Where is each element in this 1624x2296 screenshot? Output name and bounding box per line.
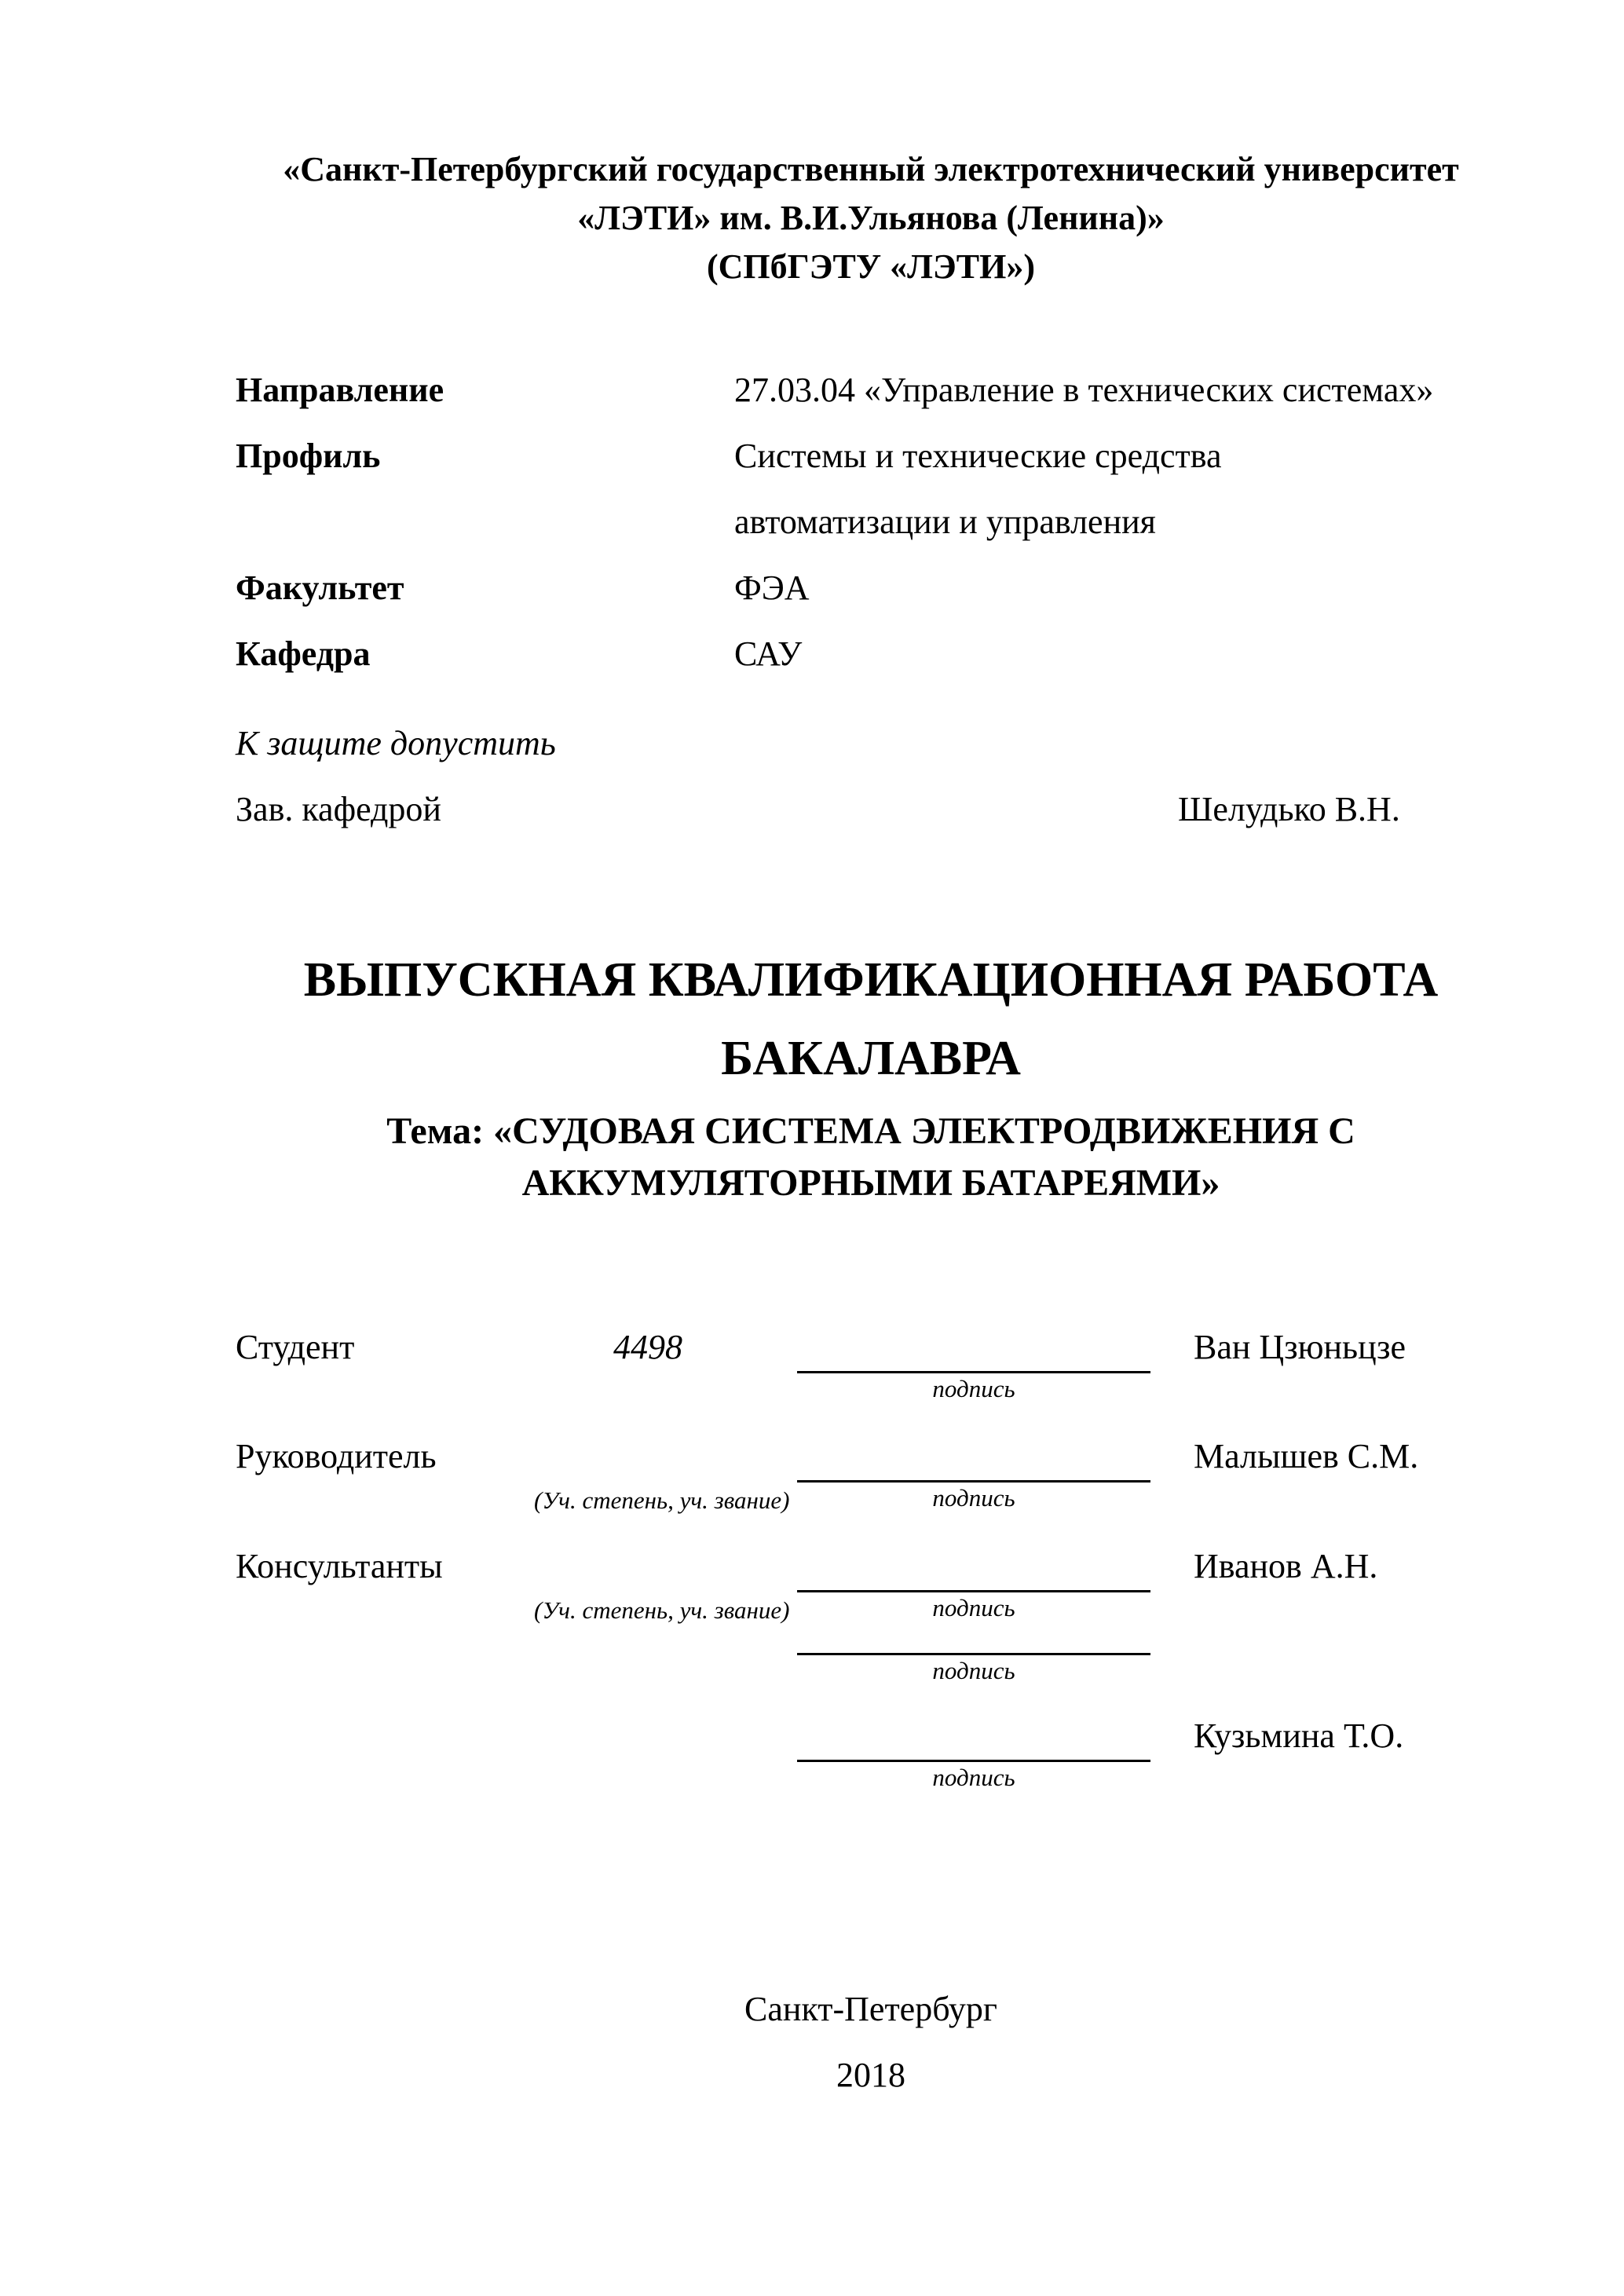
signer-role-label: Консультанты <box>236 1547 443 1585</box>
thesis-title-line1: ВЫПУСКНАЯ КВАЛИФИКАЦИОННАЯ РАБОТА <box>303 953 1439 1007</box>
signer-name: Кузьмина Т.О. <box>1194 1717 1404 1755</box>
department-head-row <box>236 777 1506 843</box>
signer-name: Иванов А.Н. <box>1194 1547 1378 1585</box>
degree-caption: (Уч. степень, уч. звание) <box>534 1486 790 1514</box>
university-header <box>236 145 1506 291</box>
field-row-faculty <box>236 555 1506 621</box>
field-label: Факультет <box>236 569 404 607</box>
department-head-label: Зав. кафедрой <box>236 790 441 828</box>
signature-caption: подпись <box>932 1764 1015 1791</box>
signature-cell <box>797 1327 1150 1405</box>
field-label <box>236 489 734 555</box>
field-row-profile <box>236 423 1506 489</box>
university-name-line3: (СПбГЭТУ «ЛЭТИ») <box>707 247 1035 286</box>
signature-caption: подпись <box>932 1484 1015 1512</box>
signature-caption: подпись <box>932 1657 1015 1684</box>
signature-line <box>797 1436 1150 1483</box>
university-name-line1: «Санкт-Петербургский государственный электротехнический университет <box>283 150 1459 188</box>
signer-name: Ван Цзюньцзе <box>1194 1328 1406 1366</box>
department-head-name: Шелудько В.Н. <box>1178 790 1400 828</box>
field-value: автоматизации и управления <box>734 503 1156 541</box>
signer-role-label: Руководитель <box>236 1437 437 1475</box>
field-row-department <box>236 621 1506 687</box>
thesis-title-line2: БАКАЛАВРА <box>721 1032 1021 1085</box>
field-value: САУ <box>734 634 803 673</box>
signature-row-consultant-3 <box>236 1716 1506 1793</box>
admission-note: К защите допустить <box>236 724 556 762</box>
signature-cell <box>797 1716 1150 1793</box>
footer <box>236 1976 1506 2108</box>
signature-row-consultant-2 <box>236 1653 1506 1687</box>
signature-caption: подпись <box>932 1375 1015 1402</box>
field-value: Системы и технические средства <box>734 437 1222 475</box>
field-row-profile-cont <box>236 489 1506 555</box>
degree-caption: (Уч. степень, уч. звание) <box>534 1596 790 1624</box>
field-label: Кафедра <box>236 634 371 673</box>
field-label: Направление <box>236 371 444 409</box>
thesis-theme-line1: Тема: «СУДОВАЯ СИСТЕМА ЭЛЕКТРОДВИЖЕНИЯ С <box>386 1110 1355 1152</box>
field-row-direction <box>236 357 1506 423</box>
thesis-theme <box>236 1106 1506 1209</box>
signer-role-label: Студент <box>236 1328 355 1366</box>
field-value: 27.03.04 «Управление в технических системах» <box>734 371 1434 409</box>
university-name-line2: «ЛЭТИ» им. В.И.Ульянова (Ленина)» <box>577 199 1165 237</box>
signer-name: Малышев С.М. <box>1194 1437 1419 1475</box>
signature-cell <box>797 1653 1150 1687</box>
signature-caption: подпись <box>932 1594 1015 1621</box>
admission-block <box>236 711 1506 843</box>
signature-row-student <box>236 1327 1506 1405</box>
signature-cell <box>797 1546 1150 1624</box>
signature-cell <box>797 1436 1150 1514</box>
program-fields <box>236 357 1506 687</box>
signature-line <box>797 1327 1150 1373</box>
field-value: ФЭА <box>734 569 810 607</box>
signature-row-supervisor <box>236 1436 1506 1515</box>
year: 2018 <box>836 2056 905 2094</box>
signature-line <box>797 1716 1150 1762</box>
signature-block <box>236 1327 1506 1793</box>
thesis-theme-line2: АККУМУЛЯТОРНЫМИ БАТАРЕЯМИ» <box>521 1162 1220 1204</box>
thesis-title <box>236 941 1506 1098</box>
signature-row-consultant-1 <box>236 1546 1506 1625</box>
signature-line <box>797 1546 1150 1592</box>
field-label: Профиль <box>236 437 381 475</box>
student-group-number: 4498 <box>613 1328 682 1366</box>
city: Санкт-Петербург <box>744 1990 997 2028</box>
